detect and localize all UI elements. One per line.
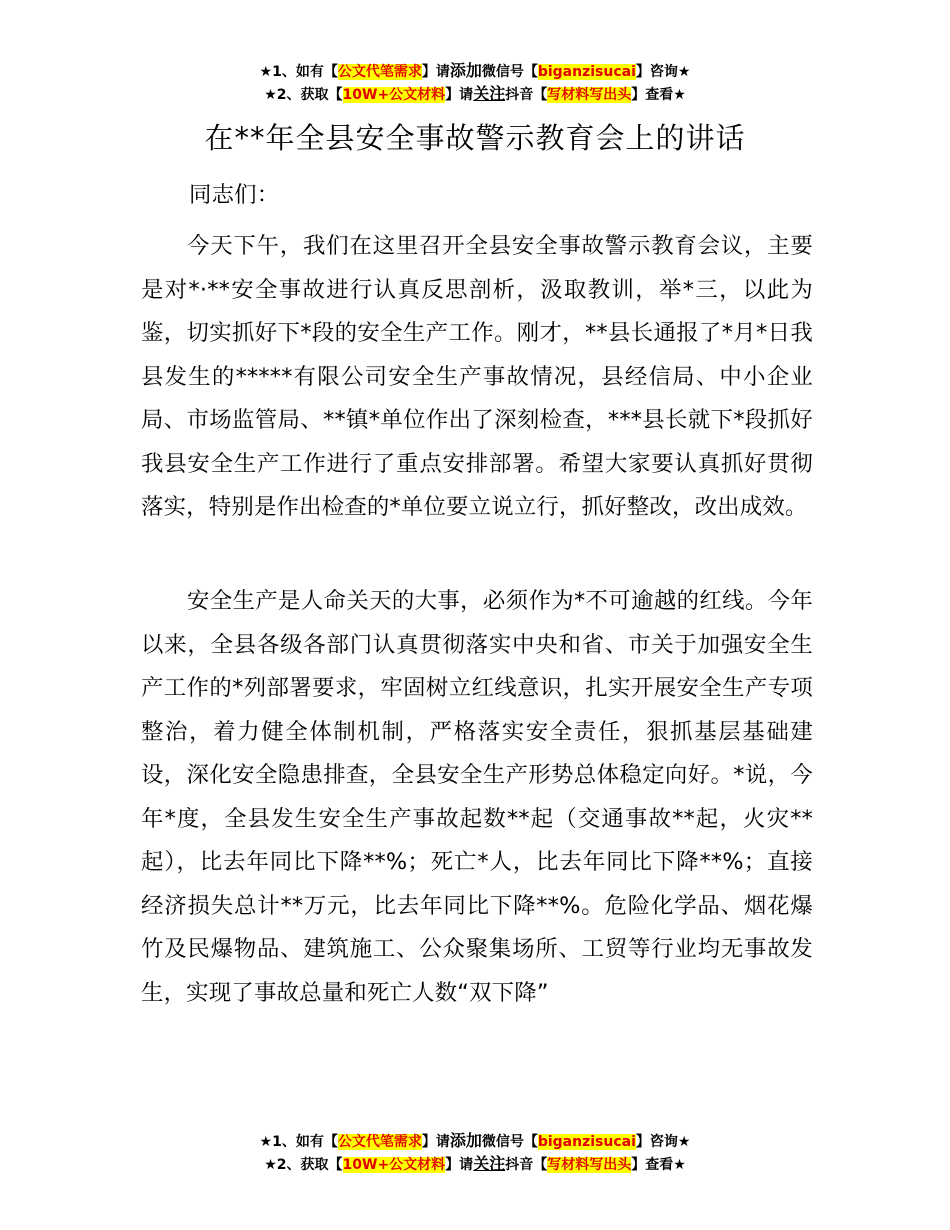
- banner-highlight: biganzisucai: [537, 64, 636, 80]
- banner-text: 】查看★: [631, 1157, 686, 1173]
- banner-emphasis: 添加: [449, 61, 482, 80]
- paragraph: 安全生产是人命关天的大事，必须作为*不可逾越的红线。今年以来，全县各级各部门认真贯彻落实中央和省、市关于加强安全生产工作的*列部署要求，牢固树立红线意识，扎实开展安全生产专项整治，着力健全体制机制，严格落实安全责任，狠抓基层基础建设，深化安全隐患排查，全县安全生产形势总体稳定向好。*说，今年*度，全县发生安全生产事故起数**起（交通事故**起，火灾**起），比去年同比下降**%；死亡*人，比去年同比下降**%；直接经济损失总计**万元，比去年同比下降**%。危险化学品、烟花爆竹及民爆物品、建筑施工、公众聚集场所、工贸等行业均无事故发生，实现了事故总量和死亡人数“双下降”: [141, 588, 813, 1006]
- banner-line-2: [0, 1153, 950, 1176]
- banner-text: ★2、获取【: [264, 1157, 343, 1173]
- banner-text: 】咨询★: [635, 64, 691, 80]
- banner-emphasis: 关注: [473, 84, 506, 103]
- banner-text: ★1、如有【: [259, 1134, 338, 1150]
- banner-text: ★2、获取【: [264, 87, 343, 103]
- document-title: 在**年全县安全事故警示教育会上的讲话: [204, 121, 746, 155]
- banner-line-1: [0, 60, 950, 83]
- paragraph: 今天下午，我们在这里召开全县安全事故警示教育会议，主要是对*·**安全事故进行认真反思剖析，汲取教训，举*三，以此为鉴，切实抓好下*段的安全生产工作。刚才，**县长通报了*月*日我县发生的*****有限公司安全生产事故情况，县经信局、中小企业局、市场监管局、**镇*单位作出了深刻检查，***县长就下*段抓好我县安全生产工作进行了重点安排部署。希望大家要认真抓好贯彻落实，特别是作出检查的*单位要立说立行，抓好整改，改出成效。: [141, 233, 813, 520]
- banner-text: ★1、如有【: [259, 64, 338, 80]
- banner-line-2: [0, 83, 950, 106]
- banner-text: 】请: [421, 1134, 450, 1150]
- banner-emphasis: 关注: [473, 1154, 506, 1173]
- banner-highlight: 10W+公文材料: [342, 87, 446, 103]
- banner-text: 】请: [421, 64, 450, 80]
- banner-emphasis: 添加: [449, 1131, 482, 1150]
- footer-banner: [0, 1130, 950, 1176]
- banner-text: 】查看★: [631, 87, 686, 103]
- banner-text: 微信号【: [481, 1134, 538, 1150]
- banner-line-1: [0, 1130, 950, 1153]
- banner-text: 抖音【: [505, 87, 548, 103]
- banner-text: 】请: [445, 1157, 474, 1173]
- banner-highlight: 写材料写出头: [547, 1157, 632, 1173]
- banner-highlight: 写材料写出头: [547, 87, 632, 103]
- header-banner: [0, 60, 950, 106]
- banner-text: 】咨询★: [635, 1134, 691, 1150]
- banner-text: 微信号【: [481, 64, 538, 80]
- banner-highlight: 公文代笔需求: [337, 1134, 422, 1150]
- banner-text: 】请: [445, 87, 474, 103]
- salutation: 同志们：: [189, 182, 280, 208]
- banner-highlight: 公文代笔需求: [337, 64, 422, 80]
- banner-highlight: 10W+公文材料: [342, 1157, 446, 1173]
- banner-text: 抖音【: [505, 1157, 548, 1173]
- banner-highlight: biganzisucai: [537, 1134, 636, 1150]
